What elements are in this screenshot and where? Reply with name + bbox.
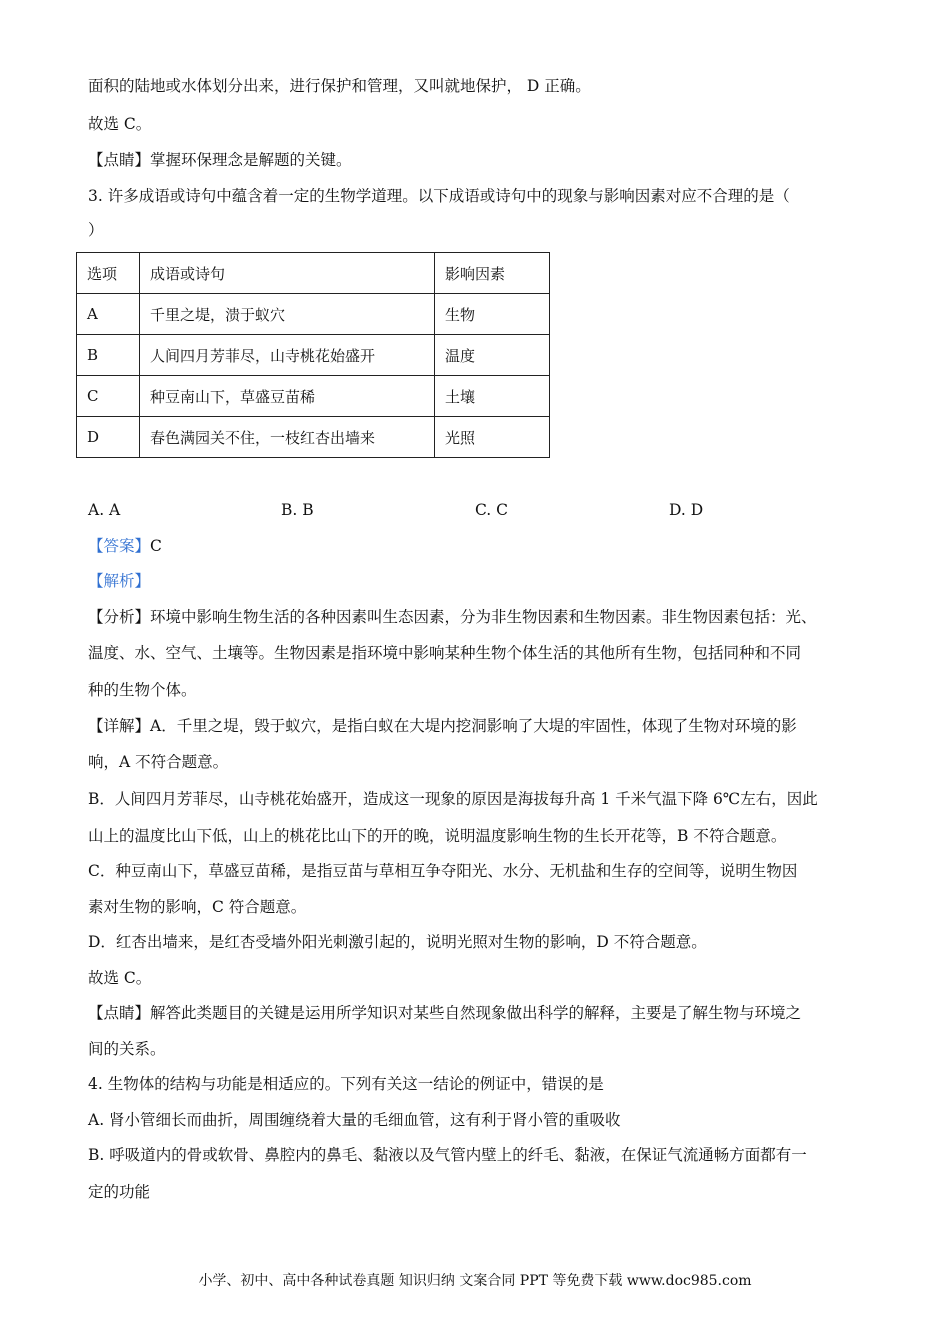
choice-d: D. D <box>669 501 704 519</box>
question-4-option-b-cont: 定的功能 <box>88 1183 151 1201</box>
table-row <box>77 335 550 376</box>
table-cell: 光照 <box>435 417 550 458</box>
choice-b: B. B <box>281 501 314 519</box>
answer-value: C <box>150 537 162 555</box>
text-line: 故选 C。 <box>88 969 152 987</box>
options-table <box>76 252 550 458</box>
table-row <box>77 294 550 335</box>
table-cell: 千里之堤，溃于蚁穴 <box>140 294 435 335</box>
page-footer: 小学、初中、高中各种试卷真题 知识归纳 文案合同 PPT 等免费下载 www.doc985.com <box>198 1273 752 1289</box>
table-cell: 生物 <box>435 294 550 335</box>
analysis-label: 【解析】 <box>88 572 151 590</box>
text-line: 面积的陆地或水体划分出来，进行保护和管理，又叫就地保护， D 正确。 <box>88 77 591 95</box>
table-cell: A <box>77 294 140 335</box>
text-line: 山上的温度比山下低，山上的桃花比山下的开的晚，说明温度影响生物的生长开花等，B 不符合题意。 <box>88 827 787 845</box>
table-row <box>77 417 550 458</box>
text-line: 【点睛】解答此类题目的关键是运用所学知识对某些自然现象做出科学的解释，主要是了解生物与环境之 <box>88 1004 802 1022</box>
answer-label: 【答案】 <box>88 537 151 555</box>
table-cell: C <box>77 376 140 417</box>
table-cell: 土壤 <box>435 376 550 417</box>
text-line: 【点睛】掌握环保理念是解题的关键。 <box>88 151 352 169</box>
table-cell: 温度 <box>435 335 550 376</box>
text-line: 种的生物个体。 <box>88 681 197 699</box>
text-line: B．人间四月芳菲尽，山寺桃花始盛开，造成这一现象的原因是海拔每升高 1 千米气温下降 6℃左右，因此 <box>88 790 818 808</box>
text-line: D．红杏出墙来，是红杏受墙外阳光刺激引起的，说明光照对生物的影响，D 不符合题意。 <box>88 933 707 951</box>
question-4-option-a: A. 肾小管细长而曲折，周围缠绕着大量的毛细血管，这有利于肾小管的重吸收 <box>88 1111 621 1129</box>
table-cell: D <box>77 417 140 458</box>
answer-line <box>88 536 162 556</box>
choice-c: C. C <box>475 501 509 519</box>
question-3-stem-end: ） <box>88 221 104 239</box>
text-line: 响，A 不符合题意。 <box>88 753 229 771</box>
table-header-cell: 成语或诗句 <box>140 253 435 294</box>
table-cell: 人间四月芳菲尽，山寺桃花始盛开 <box>140 335 435 376</box>
table-cell: B <box>77 335 140 376</box>
table-header-cell: 影响因素 <box>435 253 550 294</box>
text-line: 间的关系。 <box>88 1040 166 1058</box>
question-4-stem: 4. 生物体的结构与功能是相适应的。下列有关这一结论的例证中，错误的是 <box>88 1075 604 1093</box>
table-cell: 春色满园关不住，一枝红杏出墙来 <box>140 417 435 458</box>
text-line: 素对生物的影响，C 符合题意。 <box>88 898 307 916</box>
text-line: 【详解】A．千里之堤，毁于蚁穴，是指白蚁在大堤内挖洞影响了大堤的牢固性，体现了生物对环境的影 <box>88 717 797 735</box>
text-line: 故选 C。 <box>88 115 152 133</box>
text-line: 【分析】环境中影响生物生活的各种因素叫生态因素，分为非生物因素和生物因素。非生物因素包括：光、 <box>88 608 817 626</box>
question-4-option-b: B. 呼吸道内的骨或软骨、鼻腔内的鼻毛、黏液以及气管内壁上的纤毛、黏液，在保证气流通畅方面都有一 <box>88 1146 807 1164</box>
table-header-row <box>77 253 550 294</box>
question-3-stem: 3. 许多成语或诗句中蕴含着一定的生物学道理。以下成语或诗句中的现象与影响因素对应不合理的是（ <box>88 187 790 205</box>
table-cell: 种豆南山下，草盛豆苗稀 <box>140 376 435 417</box>
choice-a: A. A <box>88 501 121 519</box>
text-line: 温度、水、空气、土壤等。生物因素是指环境中影响某种生物个体生活的其他所有生物，包括同种和不同 <box>88 644 802 662</box>
table-header-cell: 选项 <box>77 253 140 294</box>
text-line: C．种豆南山下，草盛豆苗稀，是指豆苗与草相互争夺阳光、水分、无机盐和生存的空间等，说明生物因 <box>88 862 798 880</box>
table-row <box>77 376 550 417</box>
